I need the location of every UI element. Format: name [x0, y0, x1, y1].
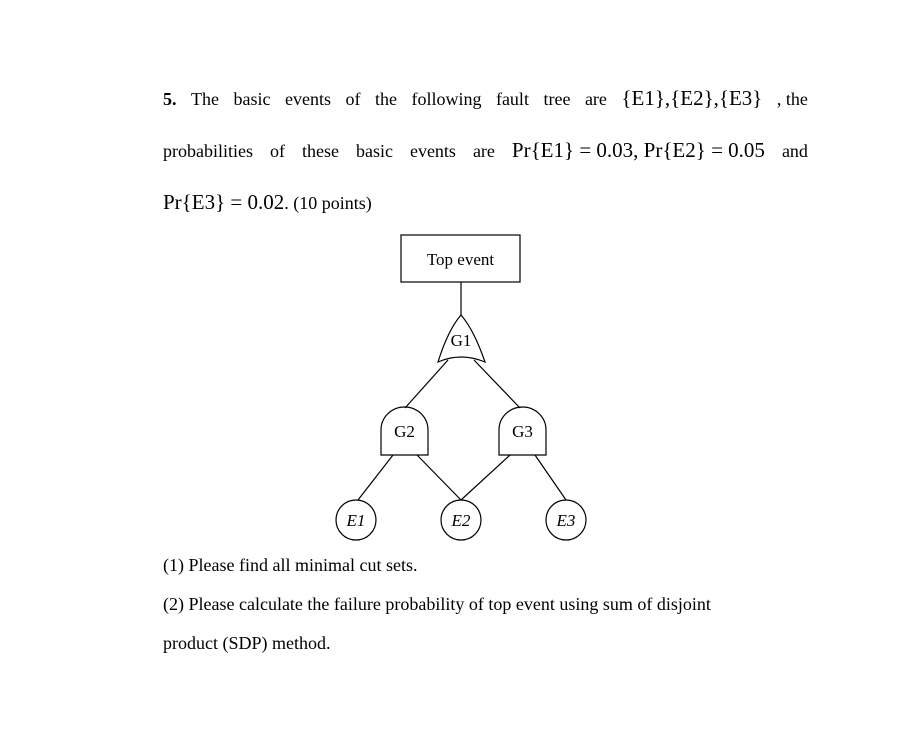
question-1: (1) Please find all minimal cut sets.	[163, 555, 418, 575]
word: events	[284, 89, 331, 109]
word: following	[411, 89, 482, 109]
word: these	[301, 141, 339, 161]
gate-label-g3: G3	[512, 422, 533, 441]
word: fault	[495, 89, 529, 109]
word: , the	[776, 89, 808, 109]
word: of	[345, 89, 361, 109]
gate-label-g2: G2	[394, 422, 415, 441]
word: The	[191, 89, 219, 109]
word: are	[584, 89, 607, 109]
connector	[358, 455, 393, 500]
probability-formula-e1-e2: Pr{E1} = 0.03, Pr{E2} = 0.05	[511, 138, 765, 162]
word: basic	[355, 141, 393, 161]
event-label-e2: E2	[451, 511, 471, 530]
word: events	[409, 141, 456, 161]
word: basic	[233, 89, 271, 109]
word: and	[781, 141, 808, 161]
word: are	[472, 141, 495, 161]
problem-number: 5.	[163, 89, 177, 109]
question-2-continued: product (SDP) method.	[163, 633, 331, 653]
probability-formula-e3: Pr{E3} = 0.02	[163, 190, 285, 214]
question-2: (2) Please calculate the failure probability of top event using sum of disjoint	[163, 594, 711, 614]
word: the	[374, 89, 397, 109]
connector	[461, 455, 510, 500]
word: tree	[543, 89, 571, 109]
word: of	[269, 141, 285, 161]
connector	[535, 455, 566, 500]
top-event-label: Top event	[426, 250, 495, 269]
events-set-formula: {E1},{E2},{E3}	[621, 86, 763, 110]
connector	[474, 360, 520, 408]
word: probabilities	[163, 141, 253, 161]
event-label-e1: E1	[346, 511, 366, 530]
gate-label-g1: G1	[450, 331, 472, 350]
event-label-e3: E3	[556, 511, 576, 530]
connector	[405, 360, 448, 408]
connector	[417, 455, 461, 500]
points-label: . (10 points)	[284, 193, 372, 213]
